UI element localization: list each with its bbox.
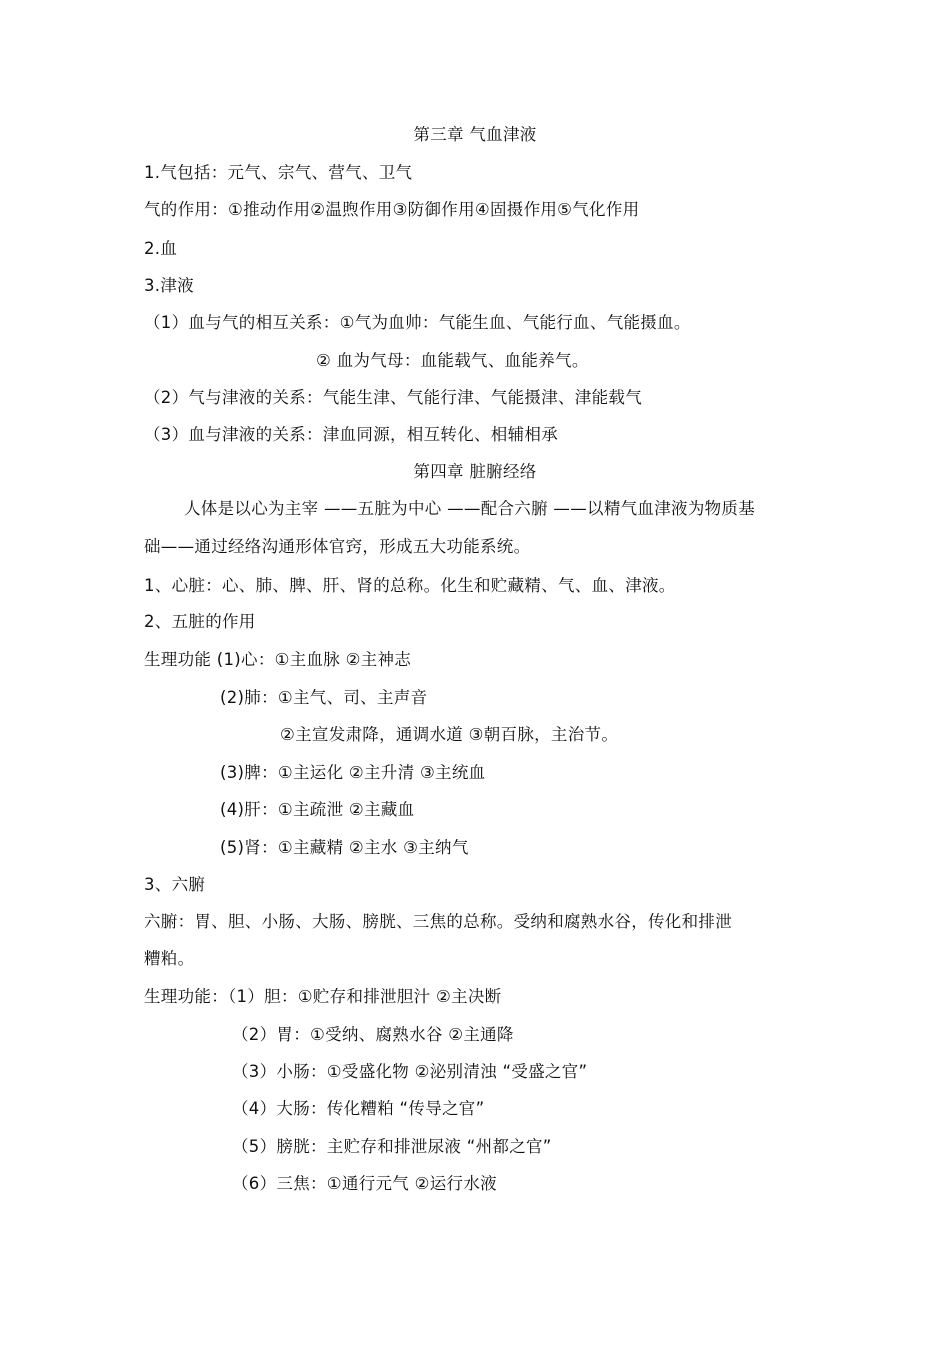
blood-fluid-relation-line: （3）血与津液的关系：津血同源，相互转化、相辅相承 xyxy=(144,425,558,444)
lung-function-line: (2)肺：①主气、司、主声音 xyxy=(220,688,428,707)
gallbladder-function-line: 生理功能：（1）胆：①贮存和排泄胆汁 ②主决断 xyxy=(144,987,502,1006)
five-organs-heading: 2、五脏的作用 xyxy=(144,612,256,631)
six-fu-heading: 3、六腑 xyxy=(144,875,206,894)
large-intestine-function-line: （4）大肠：传化糟粕 “传导之官” xyxy=(232,1099,485,1118)
spleen-function-line: (3)脾：①主运化 ②主升清 ③主统血 xyxy=(220,763,486,782)
six-fu-definition-line-2: 糟粕。 xyxy=(144,949,195,968)
sanjiao-function-line: （6）三焦：①通行元气 ②运行水液 xyxy=(232,1174,497,1193)
chapter4-title: 第四章 脏腑经络 xyxy=(413,462,537,481)
heart-function-line: 生理功能 (1)心：①主血脉 ②主神志 xyxy=(144,650,412,669)
intro-line-2: 础——通过经络沟通形体官窍，形成五大功能系统。 xyxy=(144,537,531,556)
fluid-heading: 3.津液 xyxy=(144,276,194,295)
blood-mother-line: ② 血为气母：血能载气、血能养气。 xyxy=(316,351,589,370)
chapter3-title: 第三章 气血津液 xyxy=(413,125,537,144)
blood-qi-relation-line: （1）血与气的相互关系：①气为血帅：气能生血、气能行血、气能摄血。 xyxy=(144,313,691,332)
organs-definition-line: 1、心脏：心、肺、脾、肝、肾的总称。化生和贮藏精、气、血、津液。 xyxy=(144,576,676,595)
blood-heading: 2.血 xyxy=(144,239,178,258)
qi-functions-line: 气的作用：①推动作用②温煦作用③防御作用④固摄作用⑤气化作用 xyxy=(144,200,640,219)
liver-function-line: (4)肝：①主疏泄 ②主藏血 xyxy=(220,800,415,819)
qi-types-line: 1.气包括：元气、宗气、营气、卫气 xyxy=(144,163,413,182)
intro-line-1: 人体是以心为主宰 ——五脏为中心 ——配合六腑 ——以精气血津液为物质基 xyxy=(184,499,756,518)
stomach-function-line: （2）胃：①受纳、腐熟水谷 ②主通降 xyxy=(232,1025,514,1044)
bladder-function-line: （5）膀胱：主贮存和排泄尿液 “州都之官” xyxy=(232,1137,552,1156)
lung-function-line-2: ②主宣发肃降，通调水道 ③朝百脉，主治节。 xyxy=(280,725,619,744)
six-fu-definition-line-1: 六腑：胃、胆、小肠、大肠、膀胱、三焦的总称。受纳和腐熟水谷，传化和排泄 xyxy=(144,912,732,931)
qi-fluid-relation-line: （2）气与津液的关系：气能生津、气能行津、气能摄津、津能载气 xyxy=(144,388,642,407)
kidney-function-line: (5)肾：①主藏精 ②主水 ③主纳气 xyxy=(220,838,469,857)
small-intestine-function-line: （3）小肠：①受盛化物 ②泌别清浊 “受盛之官” xyxy=(232,1062,588,1081)
